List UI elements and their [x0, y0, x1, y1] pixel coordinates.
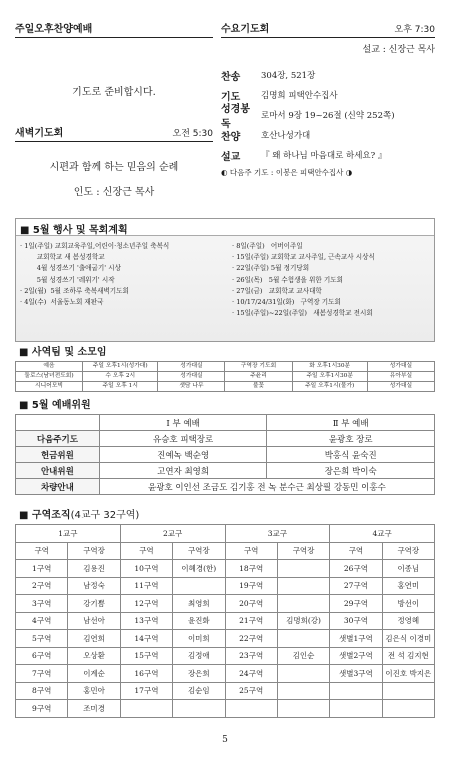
district-cell: 윤진화	[173, 612, 225, 630]
district-row	[16, 630, 435, 648]
wednesday-row-value: 호산나성가대	[261, 131, 311, 141]
district-cell	[382, 682, 434, 700]
sunday-text: 기도로 준비합시다.	[72, 87, 156, 98]
sunday-section	[15, 20, 213, 98]
meetings-cell: 수 오후 2시	[83, 372, 158, 382]
worship-second: 장은희 박이숙	[267, 463, 435, 479]
districts-table	[15, 524, 435, 718]
district-col-header: 구역장	[382, 542, 434, 560]
events-list-left	[20, 241, 230, 308]
worship-parking-row	[16, 479, 435, 495]
district-cell	[277, 630, 329, 648]
district-cell: 8구역	[16, 682, 68, 700]
worship-table	[15, 414, 435, 495]
meetings-cell: 성가대실	[158, 362, 225, 372]
district-cell: 샛별3구역	[330, 665, 382, 683]
meetings-cell: 불꽃	[225, 382, 292, 392]
district-cell: 23구역	[225, 647, 277, 665]
district-row	[16, 595, 435, 613]
wednesday-row-label: 설교	[221, 151, 241, 163]
district-cell: 9구역	[16, 700, 68, 718]
event-item: 5월 성경쓰기 '레위기' 시작	[20, 275, 115, 284]
wednesday-preacher: 설교 : 신장근 목사	[362, 45, 435, 55]
wednesday-row	[221, 104, 435, 130]
district-cell: 13구역	[120, 612, 172, 630]
district-group-row	[16, 525, 435, 543]
district-cell: 18구역	[225, 560, 277, 578]
wednesday-row-label: 기도	[221, 91, 241, 103]
district-col-header: 구역	[120, 542, 172, 560]
worship-title: ■ 5월 예배위원	[19, 400, 91, 411]
district-cell: 샛별2구역	[330, 647, 382, 665]
wednesday-row	[221, 65, 435, 85]
district-cell: 방선이	[382, 595, 434, 613]
event-item: · 15일(주일)~22일(주일) 새봄성경학교 전시회	[232, 309, 373, 318]
district-cell: 19구역	[225, 577, 277, 595]
events-list-right	[232, 241, 432, 319]
district-cell	[120, 700, 172, 718]
district-cell: 강기쁨	[68, 595, 120, 613]
meetings-cell: 주일 오후1시(성가대)	[83, 362, 158, 372]
district-cell: 김연희	[68, 630, 120, 648]
meetings-section	[15, 344, 435, 392]
wednesday-title: 수요기도회 오후 7:30	[221, 20, 435, 38]
district-cell: 11구역	[120, 577, 172, 595]
meetings-cell: 구역장 기도회	[225, 362, 292, 372]
district-row	[16, 682, 435, 700]
district-col-header: 구역장	[68, 542, 120, 560]
worship-first: 유승호 피택장로	[99, 431, 267, 447]
meetings-cell: 성가대실	[158, 372, 225, 382]
district-cell	[173, 700, 225, 718]
worship-first: 고연자 최영희	[99, 463, 267, 479]
worship-header: Ⅱ 부 예배	[267, 415, 435, 431]
dawn-title: 새벽기도회 오전 5:30	[15, 124, 213, 142]
district-cell	[330, 700, 382, 718]
events-panel	[15, 218, 435, 342]
district-col-header: 구역장	[277, 542, 329, 560]
district-cell: 25구역	[225, 682, 277, 700]
district-col-header: 구역	[16, 542, 68, 560]
district-row	[16, 647, 435, 665]
district-cell: 이미희	[173, 630, 225, 648]
worship-role: 다음주기도	[16, 431, 100, 447]
district-cell: 오상환	[68, 647, 120, 665]
meetings-cell: 주일 오후 1시	[83, 382, 158, 392]
worship-header: Ⅰ 부 예배	[99, 415, 267, 431]
district-col-header-row	[16, 542, 435, 560]
district-cell: 남정숙	[68, 577, 120, 595]
event-item: · 27일(금) 교회학교 교사대학	[232, 286, 322, 295]
district-cell: 이혜경(한)	[173, 560, 225, 578]
meetings-cell: 성가대실	[367, 362, 434, 372]
district-cell: 16구역	[120, 665, 172, 683]
districts-title: ■ 구역조직(4교구 32구역)	[19, 510, 140, 521]
meetings-cell: 화 오후1시30분	[292, 362, 367, 372]
district-cell: 17구역	[120, 682, 172, 700]
worship-row	[16, 447, 435, 463]
meetings-cell: 시니어모빅	[16, 382, 83, 392]
meetings-cell: 주일 오후1시30분	[292, 372, 367, 382]
meetings-row	[16, 382, 435, 392]
district-cell	[382, 700, 434, 718]
district-cell	[173, 577, 225, 595]
district-cell: 15구역	[120, 647, 172, 665]
district-cell: 12구역	[120, 595, 172, 613]
district-col-header: 구역	[330, 542, 382, 560]
meetings-cell: 주윤리	[225, 372, 292, 382]
event-item: · 2일(월) 5월 조하루 축복새벽기도회	[20, 286, 129, 295]
district-cell: 김정애	[173, 647, 225, 665]
event-item: · 1일(주일) 교회교육주일,어린이·청소년주일 축복식	[20, 242, 170, 250]
district-cell	[277, 560, 329, 578]
district-cell: 21구역	[225, 612, 277, 630]
meetings-cell: 주일 오후1시(물가)	[292, 382, 367, 392]
meetings-cell: 샛담 나무	[158, 382, 225, 392]
worship-role: 안내위원	[16, 463, 100, 479]
event-item: · 26일(목) 5월 수험생을 위한 기도회	[232, 275, 343, 284]
worship-row	[16, 431, 435, 447]
district-cell: 조미경	[68, 700, 120, 718]
worship-role: 헌금위원	[16, 447, 100, 463]
page-number: 5	[222, 735, 228, 745]
district-cell: 4구역	[16, 612, 68, 630]
meetings-cell: 유아부실	[367, 372, 434, 382]
wednesday-next-prayer: ◐ 다음주 기도 : 이봉은 피택안수집사 ◑	[221, 168, 353, 177]
meetings-cell: 성가대실	[367, 382, 434, 392]
meetings-cell: 둘로스(남녀전도회)	[16, 372, 83, 382]
district-cell	[330, 682, 382, 700]
events-title: ■ 5월 행사 및 목회계획	[16, 219, 434, 236]
district-cell: 전 석 김지현	[382, 647, 434, 665]
wednesday-row-value: 304장, 521장	[261, 71, 316, 81]
district-cell: 2구역	[16, 577, 68, 595]
district-cell: 이종님	[382, 560, 434, 578]
event-item: · 15일(주일) 교회학교 교사주일, 근속교사 시상식	[232, 253, 375, 262]
district-cell	[277, 682, 329, 700]
district-cell	[277, 577, 329, 595]
district-cell: 26구역	[330, 560, 382, 578]
event-item: · 8일(주일) 어버이주일	[232, 242, 303, 250]
district-cell: 27구역	[330, 577, 382, 595]
district-group: 2교구	[120, 525, 225, 543]
district-cell	[277, 595, 329, 613]
event-item: · 10/17/24/31일(화) 구역장 기도회	[232, 298, 341, 307]
district-cell: 샛별1구역	[330, 630, 382, 648]
district-cell: 김명희(강)	[277, 612, 329, 630]
district-group: 3교구	[225, 525, 330, 543]
worship-parking-value: 윤광호 이인선 조금도 김기홍 전 녹 분수근 최상필 강동민 이홍수	[99, 479, 434, 495]
worship-parking-label: 차량안내	[16, 479, 100, 495]
district-cell: 홍연미	[382, 577, 434, 595]
district-cell: 7구역	[16, 665, 68, 683]
districts-section	[15, 507, 435, 718]
district-row	[16, 700, 435, 718]
worship-header-empty	[16, 415, 100, 431]
district-row	[16, 577, 435, 595]
district-cell: 최영희	[173, 595, 225, 613]
meetings-table	[15, 361, 435, 392]
district-cell: 1구역	[16, 560, 68, 578]
wednesday-row-value: 로마서 9장 19~26절 (신약 252쪽)	[261, 111, 395, 121]
district-col-header: 구역	[225, 542, 277, 560]
district-cell: 김순임	[173, 682, 225, 700]
district-cell: 김용진	[68, 560, 120, 578]
sunday-title: 주일오후찬양예배	[15, 20, 213, 38]
district-col-header: 구역장	[173, 542, 225, 560]
district-cell: 장은희	[173, 665, 225, 683]
district-cell: 6구역	[16, 647, 68, 665]
event-item: · 22일(주일) 5월 정기당회	[232, 264, 310, 273]
meetings-cell: 예음	[16, 362, 83, 372]
event-item: 4월 성경쓰기 '출애굽기' 시상	[20, 264, 121, 273]
wednesday-section	[221, 20, 435, 178]
district-cell: 14구역	[120, 630, 172, 648]
meetings-title: ■ 사역팀 및 소모임	[19, 347, 107, 358]
district-cell	[277, 665, 329, 683]
worship-first: 진예녹 백순영	[99, 447, 267, 463]
worship-header-row	[16, 415, 435, 431]
district-cell: 30구역	[330, 612, 382, 630]
wednesday-row-label: 성경봉독	[221, 104, 250, 130]
district-cell: 10구역	[120, 560, 172, 578]
dawn-theme: 시편과 함께 하는 믿음의 순례	[49, 162, 179, 173]
district-row	[16, 612, 435, 630]
district-row	[16, 560, 435, 578]
district-cell: 24구역	[225, 665, 277, 683]
dawn-leader: 인도 : 신장근 목사	[73, 187, 155, 198]
worship-second: 윤광호 장로	[267, 431, 435, 447]
district-cell: 3구역	[16, 595, 68, 613]
wednesday-row-value: 『 왜 하나님 마음대로 하세요? 』	[261, 151, 387, 161]
wednesday-row-value: 김명희 피택안수집사	[261, 91, 338, 101]
district-cell: 5구역	[16, 630, 68, 648]
wednesday-row	[221, 125, 435, 145]
district-group: 4교구	[330, 525, 435, 543]
meetings-row	[16, 362, 435, 372]
district-group: 1교구	[16, 525, 121, 543]
district-cell	[225, 700, 277, 718]
district-cell: 남선아	[68, 612, 120, 630]
wednesday-row	[221, 145, 435, 165]
district-cell: 29구역	[330, 595, 382, 613]
district-cell: 김은식 이경미	[382, 630, 434, 648]
event-item: 교회학교 새 봄성경학교	[20, 253, 105, 262]
district-cell: 20구역	[225, 595, 277, 613]
wednesday-row-label: 찬양	[221, 131, 241, 143]
district-cell: 정영혜	[382, 612, 434, 630]
dawn-section	[15, 124, 213, 198]
worship-row	[16, 463, 435, 479]
district-cell: 김인순	[277, 647, 329, 665]
worship-second: 박홍식 윤숙진	[267, 447, 435, 463]
worship-section	[15, 397, 435, 495]
district-cell: 이계순	[68, 665, 120, 683]
district-cell: 이진호 박지은	[382, 665, 434, 683]
event-item: · 4일(수) 서울동노회 재판국	[20, 298, 104, 307]
wednesday-order	[221, 65, 435, 165]
district-row	[16, 665, 435, 683]
meetings-row	[16, 372, 435, 382]
district-cell	[277, 700, 329, 718]
wednesday-row-label: 찬송	[221, 71, 241, 83]
district-cell: 22구역	[225, 630, 277, 648]
district-cell: 홍민아	[68, 682, 120, 700]
